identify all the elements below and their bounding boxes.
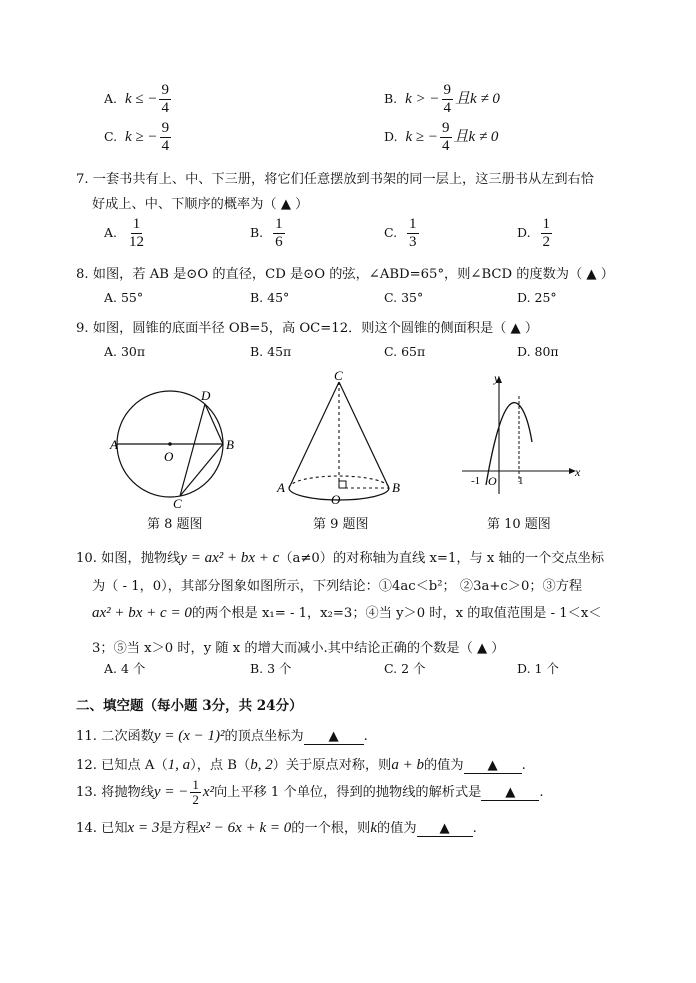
label-o: O (488, 474, 497, 488)
q7-line2: 好成上、中、下顺序的概率为（ ▲ ） (92, 197, 309, 212)
right-angle-mark (339, 481, 346, 488)
q7-line1: 7. 一套书共有上、中、下三册，将它们任意摆放到书架的同一层上，这三册书从左到右恰 (76, 172, 594, 187)
label-o: O (331, 492, 341, 507)
center-dot (168, 442, 172, 446)
q9-text: 9. 如图，圆锥的底面半径 OB=5，高 OC=12．则这个圆锥的侧面积是（ ▲ ） (76, 321, 539, 336)
figure-10-caption: 第 10 题图 (487, 517, 551, 532)
label-b: B (226, 437, 234, 452)
section-2-title: 二、填空题（每小题 3分，共 24分） (76, 698, 303, 714)
q12-answer-blank: ▲ (464, 758, 522, 774)
label-d: D (201, 388, 211, 403)
slant-cb (339, 382, 389, 488)
q8-option-a: A. 55° (104, 290, 144, 305)
chord-bd (205, 404, 223, 444)
slant-ca (289, 382, 339, 488)
q14: 14. 已知x = 3是方程x² − 6x + k = 0的一个根，则k的值为 ▲ . (76, 820, 477, 836)
q8-text: 8. 如图，若 AB 是⊙O 的直径，CD 是⊙O 的弦，∠ABD=65°，则∠BCD 的度数为（ ▲ ） (76, 267, 614, 282)
q13: 13. 将抛物线y = − $\frac{1}{2}$ x²向上平移 1 个单位，得到的抛物线的解析式是 ▲ . (76, 777, 544, 807)
figure-9-cone (275, 368, 410, 508)
q10-line2: 为（ - 1，0），其部分图象如图所示，下列结论：①4ac＜b²； ②3a+c＞0；③方程 (92, 579, 583, 594)
q6-option-c: C. k ≥ − $\frac{9}{4}$ (104, 120, 170, 154)
q11: 11. 二次函数y = (x − 1)²的顶点坐标为 ▲ . (76, 728, 368, 744)
q7-option-c: C. $\frac{1}{3}$ (384, 216, 417, 250)
figure-8-circle (105, 382, 240, 512)
label-b: B (392, 480, 400, 495)
q10-line3: ax² + bx + c = 0的两个根是 x₁= - 1，x₂=3；④当 y＞0 时，x 的取值范围是 - 1＜x＜ (92, 605, 602, 621)
q7-option-d: D. $\frac{1}{2}$ (517, 216, 551, 250)
q9-option-c: C. 65π (384, 344, 426, 359)
label-pos1: 1 (518, 475, 524, 487)
label-c: C (173, 496, 182, 511)
label-o: O (164, 449, 174, 464)
q10-option-a: A. 4 个 (104, 661, 146, 676)
label-a: A (110, 437, 118, 452)
q14-answer-blank: ▲ (417, 821, 473, 837)
q9-option-b: B. 45π (250, 344, 292, 359)
q8-option-b: B. 45° (250, 290, 290, 305)
label-x: x (575, 465, 581, 479)
q11-answer-blank: ▲ (304, 729, 364, 745)
q6-option-b: B. k > − $\frac{9}{4}$ 且k ≠ 0 (384, 82, 500, 116)
q9-option-a: A. 30π (104, 344, 146, 359)
q7-option-b: B. $\frac{1}{6}$ (250, 216, 283, 250)
label-c: C (334, 368, 343, 383)
label-y: y (494, 371, 500, 385)
q10-option-d: D. 1 个 (517, 661, 559, 676)
q10-line4: 3；⑤当 x＞0 时，y 随 x 的增大而减小.其中结论正确的个数是（ ▲ ） (92, 641, 505, 656)
figure-10-parabola (458, 370, 583, 500)
figure-8-caption: 第 8 题图 (147, 517, 203, 532)
parabola-curve (486, 403, 532, 485)
q7-option-a: A. $\frac{1}{12}$ (104, 216, 144, 250)
q13-answer-blank: ▲ (481, 785, 539, 801)
q10-option-c: C. 2 个 (384, 661, 426, 676)
q12: 12. 已知点 A（1, a），点 B（b, 2）关于原点对称，则a + b的值为 ▲ . (76, 757, 526, 773)
label-neg1: -1 (471, 475, 481, 487)
q10-line1: 10. 如图，抛物线y = ax² + bx + c（a≠0）的对称轴为直线 x=1，与 x 轴的一个交点坐标 (76, 550, 605, 566)
figure-9-caption: 第 9 题图 (313, 517, 369, 532)
q8-option-c: C. 35° (384, 290, 424, 305)
q6-option-a: A. k ≤ − $\frac{9}{4}$ (104, 82, 169, 116)
chord-dc (180, 404, 205, 496)
q9-option-d: D. 80π (517, 344, 559, 359)
q10-option-b: B. 3 个 (250, 661, 292, 676)
label-a: A (277, 480, 285, 495)
q8-option-d: D. 25° (517, 290, 557, 305)
q6-option-d: D. k ≥ − $\frac{9}{4}$ 且k ≠ 0 (384, 120, 499, 154)
